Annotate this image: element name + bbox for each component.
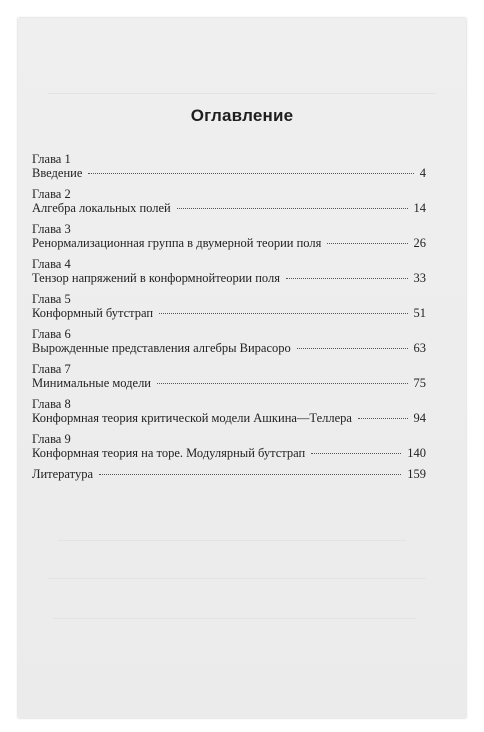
chapter-label: Глава 1 [32, 152, 71, 166]
chapter-title: Ренормализационная группа в двумерной теории поля [32, 236, 322, 250]
toc-entry [32, 362, 426, 397]
toc-entry [32, 327, 426, 362]
chapter-label: Глава 6 [32, 327, 71, 341]
page-number: 33 [413, 271, 426, 285]
chapter-title: Минимальные модели [32, 376, 152, 390]
page-title: Оглавление [190, 106, 294, 125]
toc-entry [32, 397, 426, 432]
chapter-label: Глава 9 [32, 432, 71, 446]
dot-leader [99, 474, 401, 475]
toc-entry [32, 222, 426, 257]
dot-leader [157, 383, 407, 384]
chapter-title: Алгебра локальных полей [32, 201, 171, 215]
page-number: 51 [413, 306, 426, 320]
chapter-label: Глава 5 [32, 292, 71, 306]
dot-leader [311, 453, 401, 454]
bleed-through-line [53, 618, 416, 619]
toc-entry-literature [32, 467, 426, 487]
toc-entry [32, 292, 426, 327]
toc-entry [32, 152, 426, 187]
chapter-title: Конформная теория на торе. Модулярный бутстрап [32, 446, 306, 460]
table-of-contents [32, 152, 426, 487]
chapter-label: Глава 2 [32, 187, 71, 201]
chapter-title: Конформная теория критической модели Ашкина—Теллера [32, 411, 352, 425]
chapter-label: Глава 7 [32, 362, 71, 376]
dot-leader [297, 348, 408, 349]
book-page [18, 18, 466, 718]
dot-leader [177, 208, 408, 209]
chapter-label: Глава 3 [32, 222, 71, 236]
bleed-through-line [48, 578, 426, 579]
page-number: 159 [407, 467, 426, 481]
bleed-through-line [48, 93, 436, 94]
toc-entry [32, 432, 426, 467]
toc-entry [32, 187, 426, 222]
chapter-title: Введение [32, 166, 83, 180]
page-number: 4 [419, 166, 426, 180]
page-number: 63 [413, 341, 426, 355]
literature-title: Литература [32, 467, 93, 481]
bleed-through-line [58, 540, 406, 541]
chapter-title: Тензор напряжений в конформнойтеории поля [32, 271, 280, 285]
page-number: 75 [413, 376, 426, 390]
dot-leader [358, 418, 408, 419]
chapter-label: Глава 8 [32, 397, 71, 411]
chapter-label: Глава 4 [32, 257, 71, 271]
dot-leader [88, 173, 413, 174]
page-number: 26 [413, 236, 426, 250]
dot-leader [286, 278, 408, 279]
toc-entry [32, 257, 426, 292]
dot-leader [327, 243, 407, 244]
chapter-title: Конформный бутстрап [32, 306, 154, 320]
page-number: 94 [413, 411, 426, 425]
page-number: 140 [407, 446, 426, 460]
dot-leader [159, 313, 407, 314]
page-number: 14 [413, 201, 426, 215]
chapter-title: Вырожденные представления алгебры Вирасоро [32, 341, 291, 355]
